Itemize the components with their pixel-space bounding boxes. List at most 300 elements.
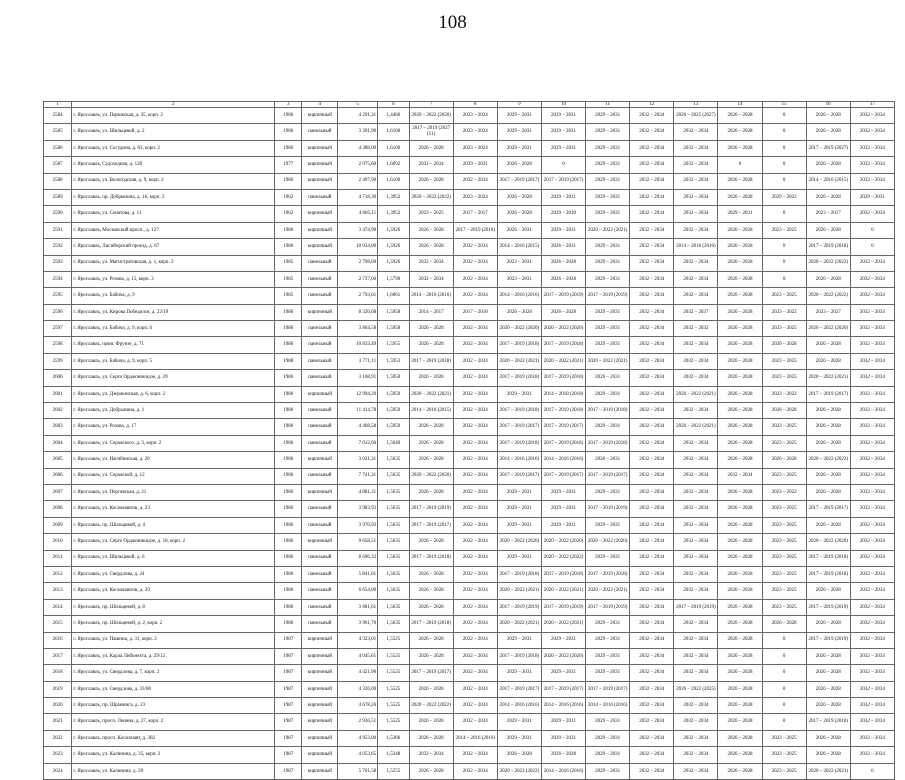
table-cell: 2026 – 2028 [718, 140, 762, 156]
table-cell: 2023 – 2024 [453, 189, 497, 205]
table-cell: г. Ярославль, просп. Ленина, д. 27, корп. 2 [72, 714, 275, 730]
table-cell: 2032 – 2034 [674, 370, 718, 386]
table-cell: 2017 – 2019 (2018) [497, 403, 541, 419]
table-cell: 1986 [275, 583, 302, 599]
table-cell: 1988 [275, 353, 302, 369]
table-cell: 2026 – 2028 [718, 665, 762, 681]
table-cell: 1987 [275, 698, 302, 714]
table-cell: 2017 – 2019 (2019) [586, 501, 630, 517]
table-cell: 2032 – 2034 [850, 550, 894, 566]
table-cell: 2032 – 2034 [453, 173, 497, 189]
table-cell: 2017 – 2019 (2018) [497, 648, 541, 664]
table-cell: 2032 – 2034 [850, 616, 894, 632]
table-cell: 2032 – 2034 [453, 698, 497, 714]
table-cell: 2619 [44, 681, 72, 697]
table-cell: 2032 – 2034 [630, 304, 674, 320]
table-cell: 2026 – 2028 [718, 763, 762, 779]
table-cell: 2026 – 2028 [806, 730, 850, 746]
table-cell: 2026 – 2028 [718, 599, 762, 615]
table-cell: 2594 [44, 271, 72, 287]
table-cell: 2026 – 2028 [718, 435, 762, 451]
table-cell: 2032 – 2034 [630, 534, 674, 550]
table-cell: 2032 – 2034 [453, 616, 497, 632]
table-cell: 2032 – 2034 [453, 763, 497, 779]
table-cell: 1986 [275, 517, 302, 533]
table-cell: 1,5525 [378, 681, 410, 697]
table-cell: 8 320,68 [338, 304, 378, 320]
table-cell: 1986 [275, 403, 302, 419]
table-cell: 2032 – 2034 [674, 747, 718, 763]
table-cell: г. Ярославль, ул. Сосудина, д. 83, корп. 2 [72, 140, 275, 156]
table-cell: 2032 – 2034 [630, 403, 674, 419]
table-cell: 2017 – 2019 (2018) [541, 566, 585, 582]
table-cell: 2032 – 2034 [630, 698, 674, 714]
table-cell: 2032 – 2034 [850, 648, 894, 664]
table-cell: 2032 – 2034 [850, 157, 894, 173]
table-cell: 2026 – 2028 [718, 271, 762, 287]
table-cell: 1986 [275, 222, 302, 238]
table-cell: 2017 – 2019 (2018) [497, 337, 541, 353]
table-cell: 2014 – 2016 (2016) [541, 698, 585, 714]
table-cell: 2032 – 2034 [630, 665, 674, 681]
table-cell: 2029 – 2031 [586, 730, 630, 746]
table-cell: 2032 – 2034 [850, 419, 894, 435]
table-row [44, 648, 895, 664]
table-cell: 2023 – 2025 [762, 566, 806, 582]
table-row [44, 370, 895, 386]
table-cell: г. Ярославль, ул. Серго Орджоникидзе, д. 18, корп. 2 [72, 534, 275, 550]
table-cell: 1986 [275, 108, 302, 124]
table-cell: 2029 – 2031 [541, 714, 585, 730]
table-cell: г. Ярославль, ул. Розова, д. 17 [72, 419, 275, 435]
table-row [44, 730, 895, 746]
table-cell: 3 881,61 [338, 599, 378, 615]
table-cell: 2029 – 2031 [541, 665, 585, 681]
table-cell: панельный [302, 616, 338, 632]
table-cell: 2014 – 2016 (2015) [409, 403, 453, 419]
table-cell: 2023 – 2025 [762, 501, 806, 517]
table-cell: 0 [850, 763, 894, 779]
table-cell: 2029 – 2031 [586, 517, 630, 533]
table-cell: 2026 – 2028 [409, 648, 453, 664]
table-cell: 2026 – 2028 [409, 222, 453, 238]
table-cell: 2023 – 2025 [762, 370, 806, 386]
table-cell: 2020 – 2022 (2021) [806, 763, 850, 779]
table-row [44, 566, 895, 582]
table-cell: кирпичный [302, 648, 338, 664]
table-cell: 2026 – 2028 [806, 616, 850, 632]
table-cell: 2032 – 2034 [630, 599, 674, 615]
table-cell: панельный [302, 189, 338, 205]
table-cell: 2032 – 2034 [453, 632, 497, 648]
table-cell: 1986 [275, 239, 302, 255]
table-cell: 2032 – 2034 [850, 665, 894, 681]
table-cell: 1,5635 [378, 616, 410, 632]
table-cell: 2017 – 2019 (2017) [586, 681, 630, 697]
table-cell: 2026 – 2028 [806, 189, 850, 205]
column-number: 1 [44, 102, 72, 108]
table-cell: 4 605,11 [338, 206, 378, 222]
table-cell: 2026 – 2028 [718, 255, 762, 271]
table-cell: 2032 – 2034 [850, 173, 894, 189]
table-cell: 2029 – 2031 [586, 239, 630, 255]
table-cell: 2017 – 2019 (2019) [541, 288, 585, 304]
table-cell: панельный [302, 566, 338, 582]
table-cell: 2 975,60 [338, 157, 378, 173]
table-cell: 2017 – 2019 (2017) [541, 468, 585, 484]
table-cell: 1986 [275, 566, 302, 582]
table-cell: 2026 – 2028 [718, 189, 762, 205]
table-cell: 2026 – 2028 [806, 337, 850, 353]
table-cell: 2622 [44, 730, 72, 746]
table-cell: 2032 – 2034 [453, 681, 497, 697]
table-cell: панельный [302, 271, 338, 287]
table-body [44, 102, 895, 780]
table-cell: 2029 – 2031 [586, 108, 630, 124]
table-cell: г. Ярославль, ул. Свердлова, д. 33/68 [72, 681, 275, 697]
table-cell: 2026 – 2028 [806, 124, 850, 140]
table-cell: 2020 – 2022 (2021) [674, 386, 718, 402]
table-cell: 2032 – 2034 [850, 698, 894, 714]
table-cell: 2026 – 2028 [409, 452, 453, 468]
table-cell: 2032 – 2034 [674, 534, 718, 550]
table-cell: 2589 [44, 189, 72, 205]
table-cell: 2032 – 2034 [630, 157, 674, 173]
table-cell: панельный [302, 517, 338, 533]
table-cell: 2032 – 2034 [674, 583, 718, 599]
table-cell: 2032 – 2034 [674, 648, 718, 664]
table-cell: 1986 [275, 616, 302, 632]
column-number: 5 [338, 102, 378, 108]
table-cell: 2026 – 2028 [806, 222, 850, 238]
column-number: 11 [586, 102, 630, 108]
table-cell: 2032 – 2034 [453, 501, 497, 517]
table-cell: панельный [302, 370, 338, 386]
table-cell: 2032 – 2034 [630, 648, 674, 664]
table-cell: 2032 – 2034 [674, 632, 718, 648]
table-cell: 4 291,31 [338, 108, 378, 124]
table-cell: г. Ярославль, ул. Серовской, д. 12 [72, 468, 275, 484]
table-cell: 2032 – 2034 [630, 550, 674, 566]
table-cell: кирпичный [302, 206, 338, 222]
table-cell: 1,5958 [378, 321, 410, 337]
table-cell: кирпичный [302, 632, 338, 648]
table-cell: 2032 – 2034 [674, 206, 718, 222]
table-cell: 2023 – 2025 [409, 206, 453, 222]
table-cell: 2032 – 2034 [850, 206, 894, 222]
table-cell: г. Ярославль, просп. Космонавт, д. 382 [72, 730, 275, 746]
table-cell: 2032 – 2034 [674, 222, 718, 238]
table-cell: 2020 – 2022 (2021) [541, 353, 585, 369]
table-cell: 2020 – 2022 (2020) [806, 321, 850, 337]
table-cell: 1986 [275, 386, 302, 402]
table-cell: 2017 – 2019 (2018) [541, 403, 585, 419]
table-cell: 2621 [44, 714, 72, 730]
table-cell: 2593 [44, 255, 72, 271]
table-cell: кирпичный [302, 484, 338, 500]
table-cell: 2029 – 2031 [586, 206, 630, 222]
table-cell: панельный [302, 255, 338, 271]
table-cell: 2584 [44, 108, 72, 124]
table-cell: 2017 – 2019 (2018) [541, 337, 585, 353]
table-cell: 2017 – 2019 (2017) [541, 173, 585, 189]
table-cell: 2032 – 2034 [409, 255, 453, 271]
table-cell: 3 771,11 [338, 353, 378, 369]
column-number: 16 [806, 102, 850, 108]
table-cell: 2032 – 2034 [409, 157, 453, 173]
table-cell: 1987 [275, 763, 302, 779]
table-cell: 1,5635 [378, 583, 410, 599]
table-cell: 2032 – 2034 [850, 386, 894, 402]
table-row [44, 583, 895, 599]
table-cell: 2032 – 2034 [453, 468, 497, 484]
table-cell: 2026 – 2028 [762, 403, 806, 419]
table-row [44, 353, 895, 369]
table-cell: 2032 – 2034 [674, 468, 718, 484]
table-cell: панельный [302, 550, 338, 566]
table-cell: 2032 – 2034 [674, 484, 718, 500]
table-cell: 2023 – 2031 [497, 271, 541, 287]
table-cell: 2607 [44, 484, 72, 500]
table-cell: 2017 – 2019 (2019) [586, 599, 630, 615]
table-cell: кирпичный [302, 730, 338, 746]
table-cell: 1,5635 [378, 517, 410, 533]
table-cell: г. Ярославль, ул. Космонавтов, д. 23 [72, 501, 275, 517]
table-cell: панельный [302, 321, 338, 337]
table-cell: 0 [762, 255, 806, 271]
table-cell: 2029 – 2031 [586, 140, 630, 156]
table-cell: 1,5635 [378, 599, 410, 615]
table-cell: 1986 [275, 501, 302, 517]
table-cell: 2032 – 2034 [453, 599, 497, 615]
table-cell: 2026 – 2028 [718, 173, 762, 189]
table-cell: кирпичный [302, 386, 338, 402]
table-cell: 2032 – 2034 [850, 108, 894, 124]
table-cell: 2026 – 2028 [718, 353, 762, 369]
table-cell: 2026 – 2028 [718, 337, 762, 353]
table-cell: 2023 – 2025 [762, 550, 806, 566]
table-row [44, 550, 895, 566]
table-cell: 2029 – 2031 [586, 550, 630, 566]
table-cell: 2017 – 2019 (2017) [541, 681, 585, 697]
table-cell: 2026 – 2028 [541, 271, 585, 287]
table-cell: 2032 – 2034 [630, 353, 674, 369]
table-cell: 2026 – 2028 [806, 435, 850, 451]
table-row [44, 599, 895, 615]
table-cell: 4 045,61 [338, 648, 378, 664]
table-cell: 2032 – 2034 [850, 304, 894, 320]
table-cell: 0 [850, 222, 894, 238]
table-cell: 2014 – 2016 (2015) [806, 173, 850, 189]
table-row [44, 271, 895, 287]
table-cell: 2029 – 2031 [586, 173, 630, 189]
table-cell: 1,5366 [378, 730, 410, 746]
table-cell: 2020 – 2022 (2020) [586, 534, 630, 550]
table-cell: г. Ярославль, ул. Серовского, д. 3, корп. 2 [72, 435, 275, 451]
table-cell: 4 421,90 [338, 665, 378, 681]
table-cell: 2608 [44, 501, 72, 517]
table-cell: 2023 – 2022 [762, 304, 806, 320]
table-cell: 2598 [44, 337, 72, 353]
column-number: 2 [72, 102, 275, 108]
table-cell: 2020 – 2022 (2021) [674, 419, 718, 435]
table-cell: 0 [762, 173, 806, 189]
table-cell: 2026 – 2031 [541, 239, 585, 255]
table-cell: 2023 – 2025 [762, 599, 806, 615]
table-cell: 1,5635 [378, 534, 410, 550]
table-cell: г. Ярославль, ул. Перговская, д. 21 [72, 484, 275, 500]
table-cell: 1,5635 [378, 452, 410, 468]
table-cell: 2032 – 2034 [674, 665, 718, 681]
table-cell: 2615 [44, 616, 72, 632]
table-cell: 2017 – 2019 (2018) [409, 550, 453, 566]
table-cell: 2029 – 2031 [586, 632, 630, 648]
table-cell: 2032 – 2034 [453, 271, 497, 287]
table-cell: панельный [302, 337, 338, 353]
table-cell: 0 [850, 239, 894, 255]
table-row [44, 239, 895, 255]
table-row [44, 173, 895, 189]
table-cell: 2026 – 2028 [718, 370, 762, 386]
table-cell: 2026 – 2028 [806, 271, 850, 287]
table-cell: 1,5953 [378, 353, 410, 369]
table-cell: 2029 – 2031 [497, 484, 541, 500]
table-cell: 1,5635 [378, 566, 410, 582]
table-cell: 2032 – 2034 [453, 370, 497, 386]
table-cell: г. Ярославль, ул. Калинина, д. 35, корп. 2 [72, 747, 275, 763]
table-cell: 2026 – 2028 [718, 681, 762, 697]
table-cell: 2020 – 2022 (2022) [806, 452, 850, 468]
table-cell: 1,5926 [378, 255, 410, 271]
table-cell: 1986 [275, 468, 302, 484]
table-cell: 2029 – 2031 [497, 632, 541, 648]
table-cell: г. Ярославль, ул. Серго Орджоникидзе, д. 29 [72, 370, 275, 386]
table-cell: 2032 – 2034 [630, 140, 674, 156]
table-cell: 2600 [44, 370, 72, 386]
table-row [44, 157, 895, 173]
table-cell: 1,5790 [378, 271, 410, 287]
table-cell: 2023 – 2025 [762, 435, 806, 451]
table-cell: 1,5950 [378, 419, 410, 435]
table-cell: 2032 – 2037 [674, 304, 718, 320]
table-cell: 2026 – 2028 [409, 763, 453, 779]
table-cell: кирпичный [302, 698, 338, 714]
table-row [44, 714, 895, 730]
table-cell: 2020 – 2022 (2021) [541, 616, 585, 632]
table-cell: 2032 – 2034 [850, 534, 894, 550]
table-cell: 2023 – 2025 [762, 353, 806, 369]
table-cell: 1986 [275, 452, 302, 468]
table-cell: 1987 [275, 648, 302, 664]
table-cell: 11 414,78 [338, 403, 378, 419]
table-cell: 2020 – 2022 (2022) [497, 763, 541, 779]
table-cell: 2032 – 2034 [850, 435, 894, 451]
table-cell: 2026 – 2028 [409, 599, 453, 615]
table-row [44, 108, 895, 124]
table-cell: 2032 – 2034 [630, 173, 674, 189]
table-cell: 2591 [44, 222, 72, 238]
table-cell: 2017 – 2019 (2019) [674, 599, 718, 615]
table-cell: 2026 – 2028 [806, 747, 850, 763]
table-cell: 2020 – 2022 (2020) [541, 534, 585, 550]
table-cell: 2032 – 2034 [850, 681, 894, 697]
table-cell: кирпичный [302, 108, 338, 124]
table-cell: 0 [718, 157, 762, 173]
table-cell: 2017 – 2018 [453, 304, 497, 320]
table-cell: 2026 – 2028 [718, 419, 762, 435]
table-cell: 2032 – 2034 [850, 599, 894, 615]
table-cell: 2586 [44, 140, 72, 156]
table-cell: 2032 – 2034 [630, 730, 674, 746]
table-row [44, 255, 895, 271]
table-cell: 2026 – 2028 [718, 304, 762, 320]
table-cell: 2017 – 2019 (2018) [497, 435, 541, 451]
table-cell: 2023 – 2025 [762, 419, 806, 435]
table-cell: 2032 – 2034 [674, 255, 718, 271]
table-row [44, 632, 895, 648]
table-cell: панельный [302, 419, 338, 435]
table-cell: 2023 – 2024 [453, 108, 497, 124]
table-cell: кирпичный [302, 157, 338, 173]
table-cell: 2032 – 2034 [850, 271, 894, 287]
table-cell: 1,5635 [378, 468, 410, 484]
page-number: 108 [438, 12, 467, 33]
table-cell: 2029 – 2031 [586, 157, 630, 173]
table-cell: 2032 – 2034 [630, 616, 674, 632]
table-cell: 8 696,32 [338, 550, 378, 566]
table-cell: 4 326,00 [338, 681, 378, 697]
table-cell: 1987 [275, 681, 302, 697]
table-cell: 2017 – 2019 (2018) [806, 714, 850, 730]
table-cell: 2026 – 2028 [718, 403, 762, 419]
table-cell: 0 [762, 648, 806, 664]
table-cell: 2029 – 2031 [586, 665, 630, 681]
table-cell: 1,5525 [378, 665, 410, 681]
table-cell: 2020 – 2022 (2020) [541, 648, 585, 664]
table-cell: 1,5525 [378, 632, 410, 648]
table-cell: 2032 – 2034 [674, 517, 718, 533]
table-cell: 2017 – 2019 (2018) [541, 370, 585, 386]
table-cell: 1,5635 [378, 550, 410, 566]
table-cell: 2029 – 2031 [586, 321, 630, 337]
table-cell: 2017 – 2019 (2017) [409, 517, 453, 533]
table-cell: 2026 – 2028 [541, 304, 585, 320]
table-cell: 1986 [275, 321, 302, 337]
table-row [44, 747, 895, 763]
table-cell: г. Ярославль, пр. Шильцевой, д. 4 [72, 517, 275, 533]
table-cell: 2026 – 2028 [718, 288, 762, 304]
table-cell: 2032 – 2034 [674, 288, 718, 304]
table-cell: 2017 – 2019 (2017) [409, 665, 453, 681]
column-number: 13 [674, 102, 718, 108]
column-number: 12 [630, 102, 674, 108]
column-number: 3 [275, 102, 302, 108]
table-cell: 2032 – 2034 [674, 173, 718, 189]
table-cell: 2029 – 2031 [497, 714, 541, 730]
table-cell: кирпичный [302, 763, 338, 779]
table-row [44, 616, 895, 632]
table-cell: 2020 – 2022 (2021) [409, 386, 453, 402]
table-cell: 2026 – 2028 [718, 632, 762, 648]
table-cell: г. Ярославль, ул. Шильцевой, д. 6 [72, 550, 275, 566]
table-cell: 2032 – 2034 [630, 632, 674, 648]
table-cell: 3 021,31 [338, 452, 378, 468]
table-cell: 1985 [275, 271, 302, 287]
table-cell: 2029 – 2031 [850, 189, 894, 205]
table-cell: 2017 – 2019 (2017) [806, 386, 850, 402]
table-row [44, 206, 895, 222]
table-cell: панельный [302, 403, 338, 419]
